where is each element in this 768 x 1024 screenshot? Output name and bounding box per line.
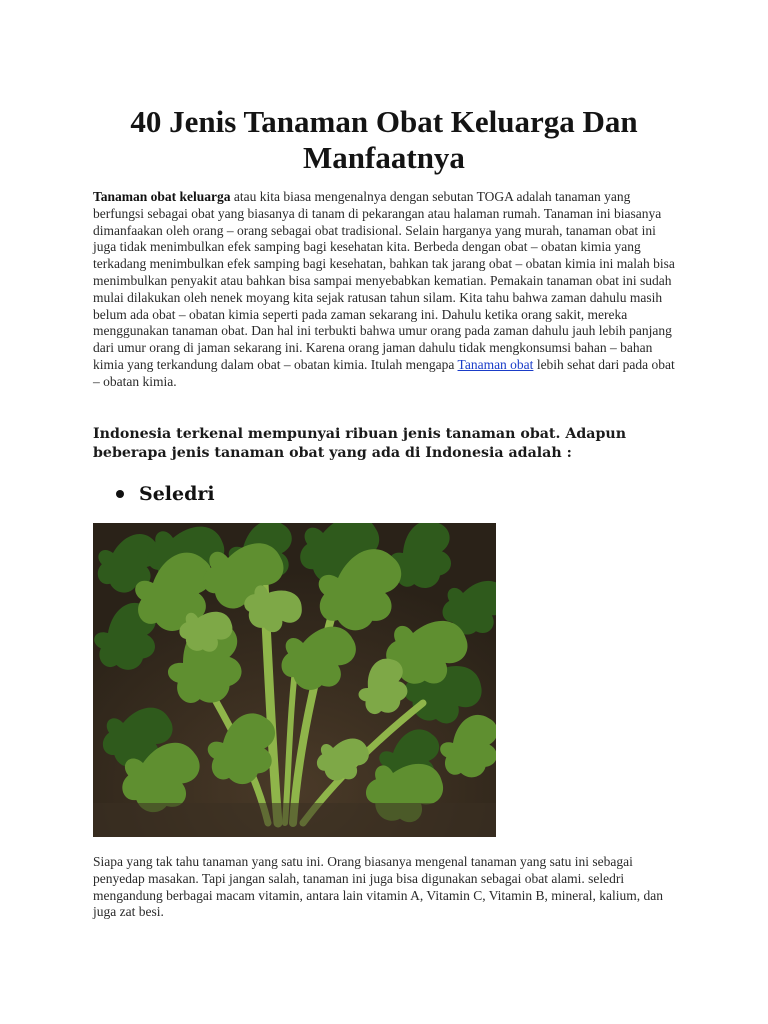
tanaman-obat-link[interactable]: Tanaman obat [457,356,534,372]
list-item-label: Seledri [139,483,215,505]
bullet-icon [116,490,124,498]
celery-photo [93,523,496,837]
intro-paragraph [93,189,679,391]
list-item-seledri [116,482,215,506]
intro-text-end: lebih sehat dari pada obat – obatan kimia. [93,356,675,389]
intro-lead-bold: Tanaman obat keluarga [93,189,231,204]
section-subheading: Indonesia terkenal mempunyai ribuan jenis tanaman obat. Adapun beberapa jenis tanaman obat yang ada di Indonesia adalah : [93,426,627,461]
seledri-description: Siapa yang tak tahu tanaman yang satu ini. Orang biasanya mengenal tanaman yang satu ini sebagai penyedap masakan. Tapi jangan salah, tanaman ini juga bisa digunakan sebagai obat alami. seledri mengandung berbagai macam vitamin, antara lain vitamin A, Vitamin C, Vitamin B, mineral, kalium, dan juga zat besi. [93,854,663,920]
celery-illustration [93,523,496,837]
page-title: 40 Jenis Tanaman Obat Keluarga Dan Manfaatnya [130,104,638,175]
intro-text: atau kita biasa mengenalnya dengan sebutan TOGA adalah tanaman yang berfungsi sebagai obat yang biasanya di tanam di pekarangan atau halaman rumah. Tanaman ini biasanya dimanfaakan oleh orang – orang sebagai obat tradisional. Selain harganya yang murah, tanaman obat ini juga tidak menimbulkan efek samping bagi kesehatan kita. Berbeda dengan obat – obatan kimia yang terkadang menimbulkan efek samping bagi kesehatan, bahkan tak jarang obat – obatan kimia ini malah bisa menimbulkan penyakit atau bahkan bisa sampai menyebabkan kematian. Pemakain tanaman obat ini sudah mulai dilakukan oleh nenek moyang kita sejak ratusan tahun silam. Kita tahu bahwa zaman dahulu masih belum ada obat – obatan kimia seperti pada zaman sekarang ini. Dahulu ketika orang sakit, mereka menggunakan tanaman obat. Dan hal ini terbukti bahwa umur orang pada zaman dahulu jauh lebih panjang dari umur orang di jaman sekarang ini. Karena orang jaman dahulu tidak mengkonsumsi bahan – bahan kimia yang terkandung dalam obat – obatan kimia. Itulah mengapa [93,189,675,372]
